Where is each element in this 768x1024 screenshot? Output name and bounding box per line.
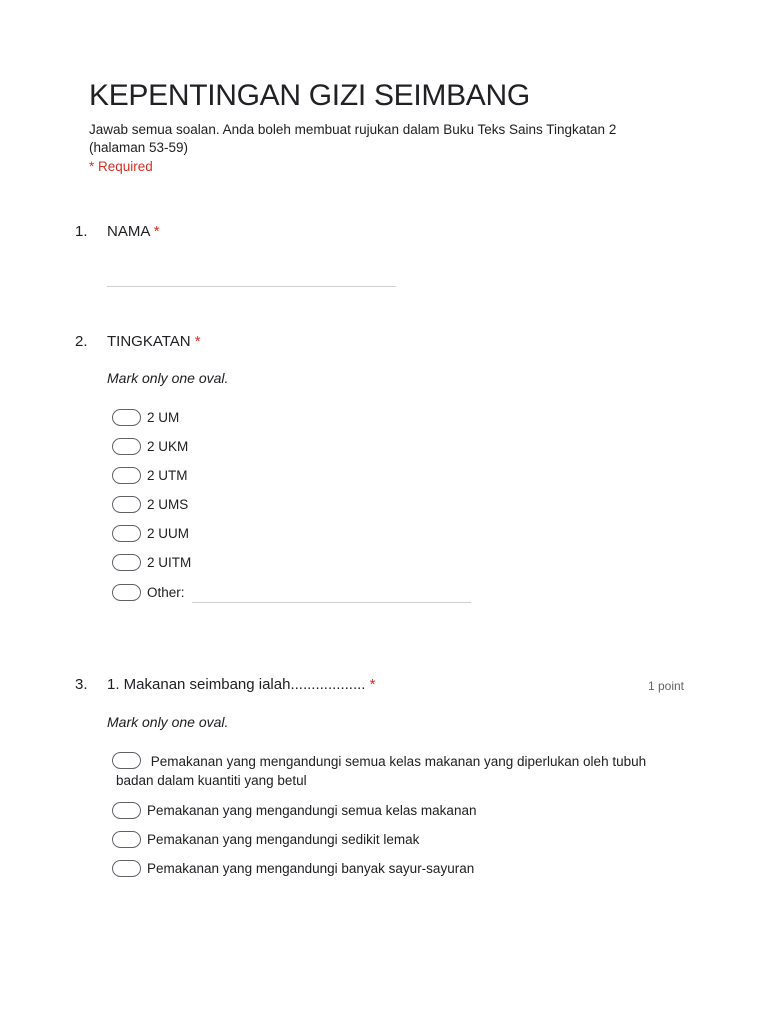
required-asterisk: * bbox=[369, 676, 376, 693]
option-radio[interactable] bbox=[112, 554, 191, 571]
other-answer-field[interactable] bbox=[192, 602, 471, 603]
option-label: 2 UITM bbox=[147, 555, 192, 570]
option-label: 2 UKM bbox=[147, 439, 189, 454]
option-radio[interactable] bbox=[112, 525, 189, 542]
required-asterisk: * bbox=[194, 333, 201, 350]
oval-radio-icon[interactable] bbox=[112, 496, 141, 513]
option-label: Pemakanan yang mengandungi semua kelas makanan yang diperlukan oleh tubuh bbox=[150, 754, 647, 769]
option-radio[interactable] bbox=[112, 752, 652, 790]
option-radio[interactable] bbox=[112, 802, 476, 819]
option-label: 2 UMS bbox=[147, 497, 189, 512]
oval-radio-icon[interactable] bbox=[112, 802, 141, 819]
form-title: KEPENTINGAN GIZI SEIMBANG bbox=[89, 79, 530, 112]
oval-radio-icon[interactable] bbox=[112, 409, 141, 426]
oval-radio-icon[interactable] bbox=[112, 438, 141, 455]
oval-radio-icon[interactable] bbox=[112, 752, 141, 769]
name-answer-field[interactable] bbox=[107, 286, 396, 287]
option-radio[interactable] bbox=[112, 467, 188, 484]
question-3-number: 3. bbox=[75, 676, 88, 693]
option-other-radio[interactable] bbox=[112, 584, 185, 601]
question-2-title bbox=[107, 333, 201, 350]
points-badge: 1 point bbox=[647, 679, 684, 693]
question-2-label: TINGKATAN bbox=[107, 333, 191, 350]
option-label: 2 UTM bbox=[147, 468, 188, 483]
question-1-label: NAMA bbox=[107, 223, 150, 240]
form-description: Jawab semua soalan. Anda boleh membuat rujukan dalam Buku Teks Sains Tingkatan 2 (halaman 53-59) bbox=[89, 122, 617, 155]
option-radio[interactable] bbox=[112, 831, 419, 848]
option-label: Pemakanan yang mengandungi semua kelas makanan bbox=[147, 803, 477, 818]
oval-radio-icon[interactable] bbox=[112, 860, 141, 877]
question-3-title bbox=[107, 676, 375, 693]
question-2-number: 2. bbox=[75, 333, 88, 350]
required-asterisk: * bbox=[153, 223, 160, 240]
question-3-instruction: Mark only one oval. bbox=[107, 714, 229, 730]
option-radio[interactable] bbox=[112, 438, 188, 455]
option-radio[interactable] bbox=[112, 860, 474, 877]
option-label: Pemakanan yang mengandungi sedikit lemak bbox=[147, 832, 420, 847]
question-3-label: 1. Makanan seimbang ialah.................. bbox=[107, 676, 366, 693]
required-note: * Required bbox=[89, 159, 153, 174]
option-label: Pemakanan yang mengandungi banyak sayur-sayuran bbox=[147, 861, 475, 876]
oval-radio-icon[interactable] bbox=[112, 467, 141, 484]
option-label: 2 UM bbox=[147, 410, 180, 425]
question-1-number: 1. bbox=[75, 223, 88, 240]
oval-radio-icon[interactable] bbox=[112, 525, 141, 542]
oval-radio-icon[interactable] bbox=[112, 554, 141, 571]
option-label: 2 UUM bbox=[147, 526, 190, 541]
option-other-label: Other: bbox=[147, 585, 185, 600]
option-label-continued: badan dalam kuantiti yang betul bbox=[116, 773, 307, 788]
question-1-title bbox=[107, 223, 160, 240]
option-radio[interactable] bbox=[112, 496, 188, 513]
option-radio[interactable] bbox=[112, 409, 179, 426]
oval-radio-icon[interactable] bbox=[112, 584, 141, 601]
question-2-instruction: Mark only one oval. bbox=[107, 370, 229, 386]
oval-radio-icon[interactable] bbox=[112, 831, 141, 848]
